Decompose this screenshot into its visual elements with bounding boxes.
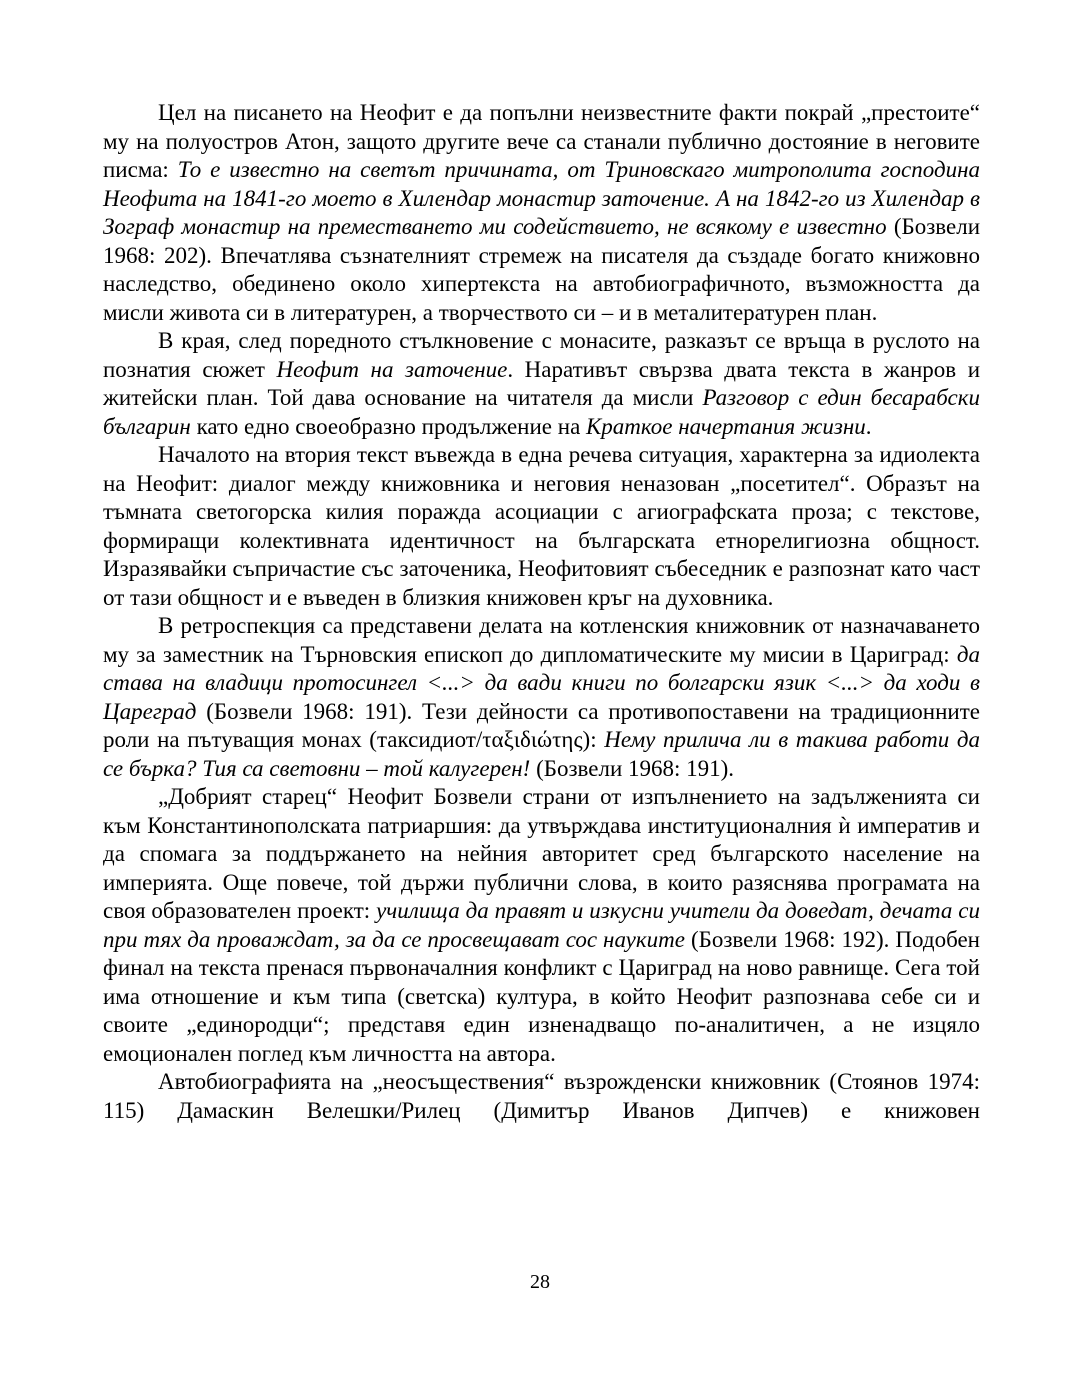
text-segment: (Бозвели 1968: 191). Тези дейности са противопоставени на традиционните роли на пътуващия монах (таксидиот/ταξιδιώτης): xyxy=(103,698,980,752)
page-number: 28 xyxy=(530,1271,550,1293)
italic-text-segment: да става на владици протосингел <...> да вади книги по болгарски язик <...> да ходи в Цареград xyxy=(103,641,980,724)
paragraph xyxy=(103,441,980,612)
text-segment: Автобиографията на „неосъществения“ възрожденски книжовник (Стоянов 1974: 115) Дамаскин Велешки/Рилец (Димитър Иванов Дипчев) е книжовен xyxy=(103,1069,980,1123)
text-segment: . xyxy=(865,413,872,439)
paragraph xyxy=(103,612,980,783)
italic-text-segment: училища да правят и изкусни учители да доведат, дечата си при тях да проваждат, за да се просвещават сос науките xyxy=(103,898,981,952)
italic-text-segment: Неофит на заточение xyxy=(276,356,508,382)
text-segment: като едно своеобразно продължение на xyxy=(190,413,587,439)
italic-text-segment: Нему прилича ли в такива работи да се бърка? Тия са световни – той калугерен! xyxy=(103,727,980,781)
text-segment: В края, след поредното стълкновение с монасите, разказът се връща в руслото на познатия сюжет xyxy=(103,328,980,382)
paragraph xyxy=(103,327,980,441)
body-text xyxy=(103,99,980,1125)
italic-text-segment: Краткое начертания жизни xyxy=(586,413,866,439)
paragraph xyxy=(103,783,980,1068)
text-segment: (Бозвели 1968: 191). xyxy=(530,755,735,781)
text-segment: . Наративът свързва двата текста в жанров и житейски план. Той дава основание на читателя да мисли xyxy=(103,356,980,410)
italic-text-segment: Разговор с един бесарабски българин xyxy=(103,385,980,439)
text-segment: „Добрият старец“ Неофит Бозвели страни от изпълнението на задълженията си към Константинополската патриаршия: да утвърждава институционалния ѝ императив и да спомага за поддържането на нейния авторитет сред българското население на империята. Още повече, той държи публични слова, в които разяснява програмата на своя образователен проект: xyxy=(103,784,980,923)
text-segment: Цел на писането на Неофит е да попълни неизвестните факти покрай „престоите“ му на полуостров Атон, защото другите вече са станали публично достояние в неговите писма: xyxy=(103,100,980,182)
paragraph xyxy=(103,1068,980,1125)
paragraph xyxy=(103,99,980,327)
text-segment: В ретроспекция са представени делата на котленския книжовник от назначаването му за заместник на Търновския епископ до дипломатическите му мисии в Цариград: xyxy=(103,613,980,667)
italic-text-segment: То е известно на светът причината, от Триновскаго митрополита господина Неофита на 1841-го моето в Хилендар монастир заточение. А на 1842-го из Хилендар в Зограф монастир на преместването ми содействието, не всякому е известно xyxy=(103,157,980,239)
text-segment: Началото на втория текст въвежда в една речева ситуация, характерна за идиолекта на Неофит: диалог между книжовника и неговия неназован „посетител“. Образът на тъмната светогорска килия поражда асоциации с агиографската проза; с текстове, формиращи колективната идентичност на българската етнорелигиозна общност. Изразявайки съпричастие със заточеника, Неофитовият събеседник е разпознат като част от тази общност и е въведен в близкия книжовен кръг на духовника. xyxy=(103,442,980,610)
text-segment: (Бозвели 1968: 192). Подобен финал на текста пренася първоначалния конфликт с Цариград на ново равнище. Сега той има отношение и към типа (светска) култура, в който Неофит разпознава себе си и своите „единородци“; представя един изненадващо по-аналитичен, а не изцяло емоционален поглед към личността на автора. xyxy=(103,926,980,1066)
text-segment: (Бозвели 1968: 202). Впечатлява съзнателният стремеж на писателя да създаде богато книжовно наследство, обединено около хипертекста на автобиографичното, възможността да мисли живота си в литературен, а творчеството си – и в металитературен план. xyxy=(103,214,980,325)
